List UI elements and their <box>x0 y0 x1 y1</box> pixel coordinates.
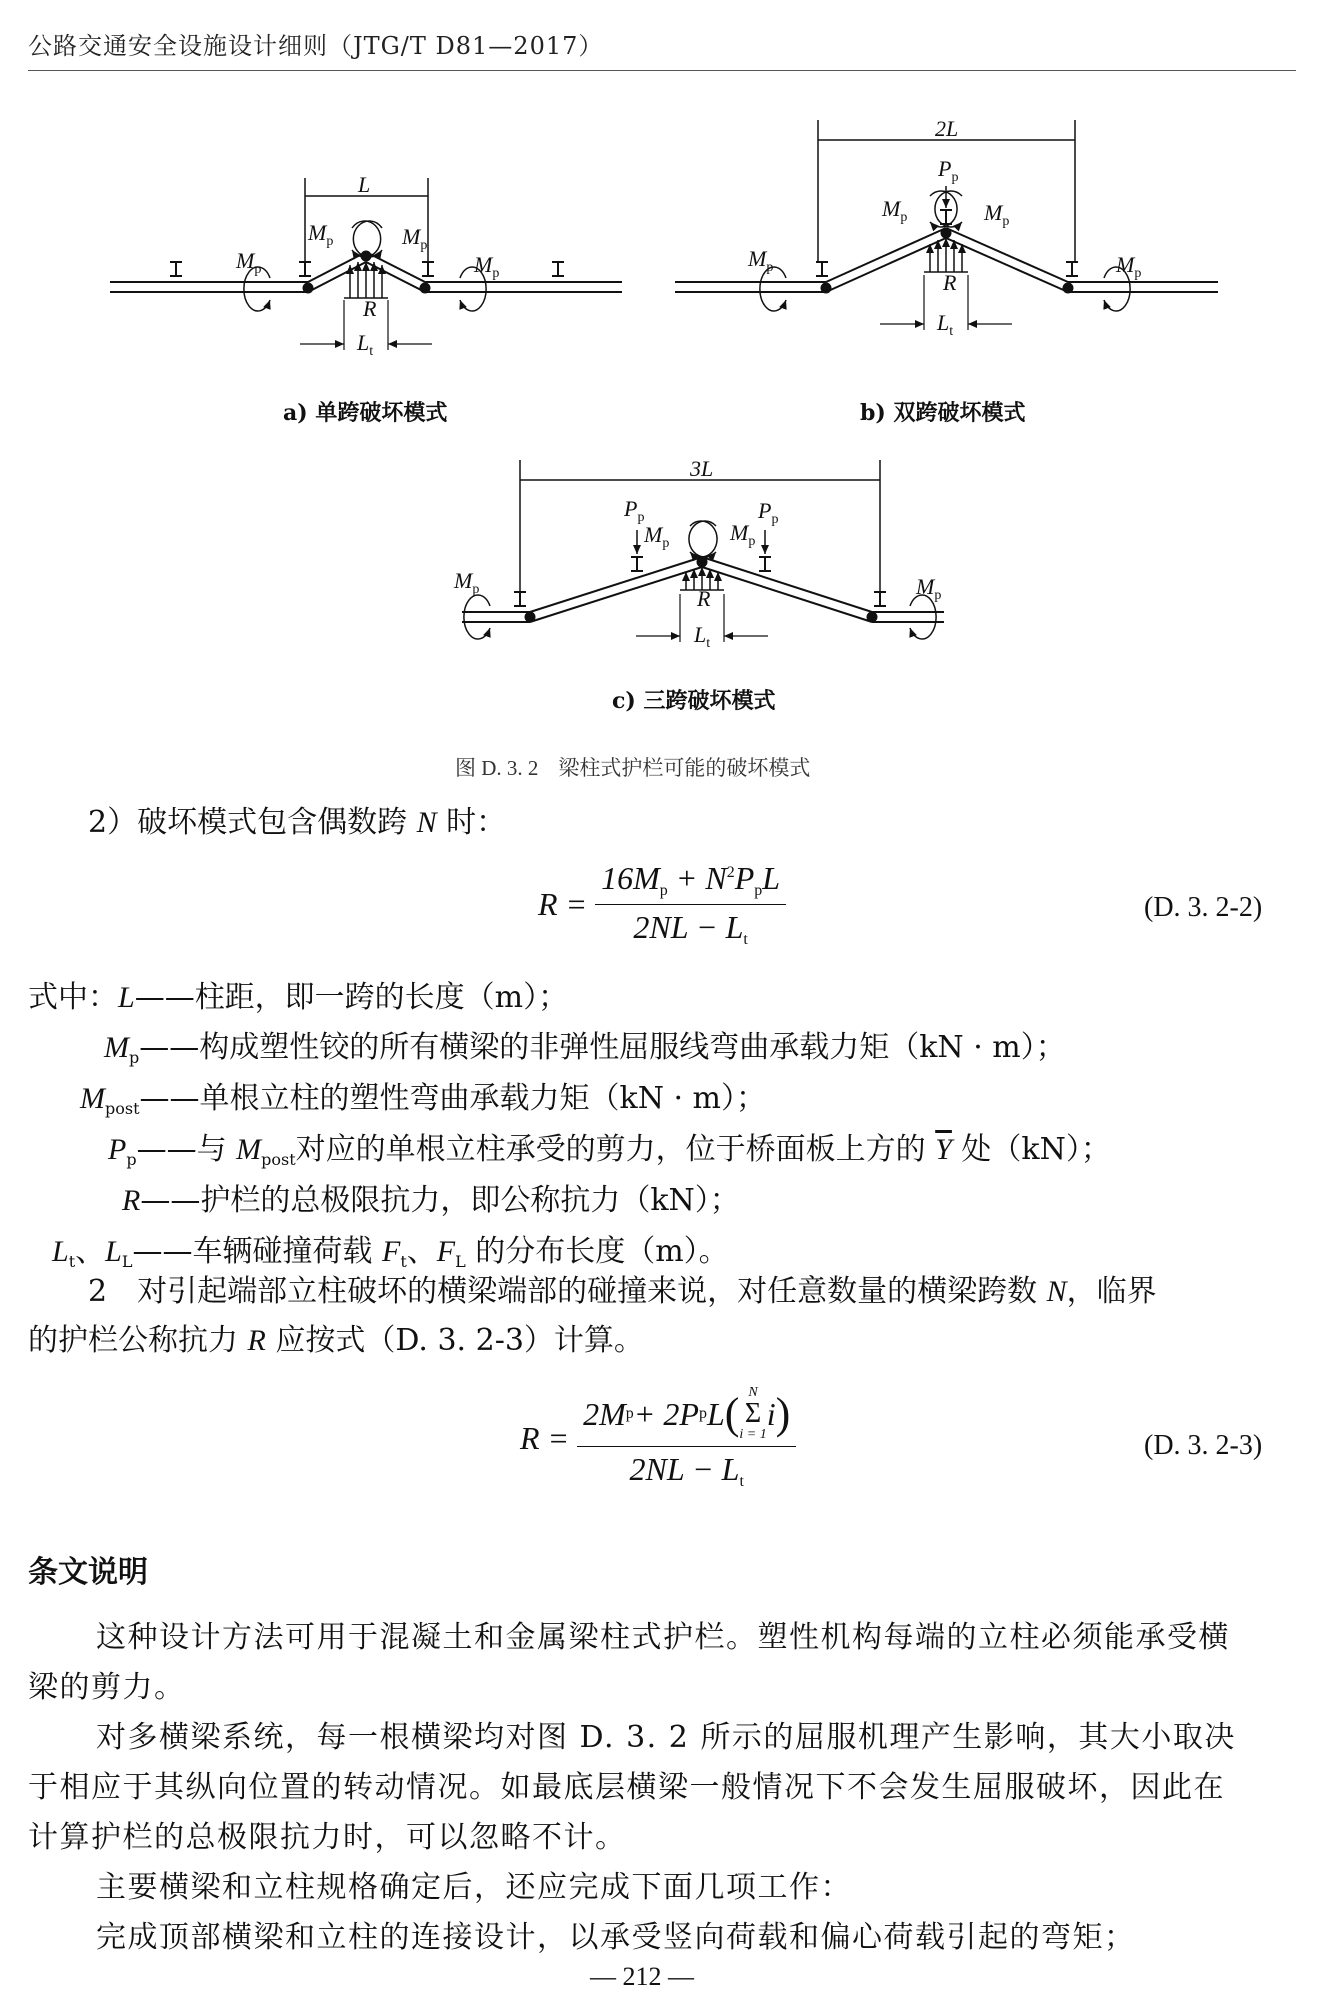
diagram-c-moment-right: $M_p$ <box>916 574 942 603</box>
diagram-c <box>462 460 944 642</box>
diagram-c-moment-top-left: $M_p$ <box>644 522 670 551</box>
clause2-line1: 2 对引起端部立柱破坏的横梁端部的碰撞来说，对任意数量的横梁跨数 N，临界 <box>88 1274 1157 1309</box>
commentary-para3: 主要横梁和立柱规格确定后，还应完成下面几项工作： <box>96 1870 852 1905</box>
definition-R: R——护栏的总极限抗力，即公称抗力（kN）； <box>122 1183 740 1218</box>
definition-Mp: $M_p——$构成塑性铰的所有横梁的非弹性屈服线弯曲承载力矩（kN · m）； <box>104 1030 1066 1067</box>
diagram-c-moment-left: $M_p$ <box>454 568 480 597</box>
diagram-c-reaction: R <box>697 586 711 611</box>
diagram-a-moment-left: $M_p$ <box>236 248 262 277</box>
diagram-a-moment-top-right: $M_p$ <box>402 224 428 253</box>
diagram-b <box>675 120 1218 330</box>
equation-d323-number: (D. 3. 2-3) <box>1144 1430 1263 1461</box>
equation-d322: R = $\frac{16M_p + N^2P_pL}{2NL - L_t}$ <box>538 860 786 949</box>
diagram-b-moment-right: $M_p$ <box>1116 252 1142 281</box>
diagram-b-moment-top-right: $M_p$ <box>984 200 1010 229</box>
commentary-para4: 完成顶部横梁和立柱的连接设计，以承受竖向荷载和偏心荷载引起的弯矩； <box>96 1920 1136 1955</box>
diagram-b-labels <box>747 116 1141 339</box>
diagram-b-caption: b) 双跨破坏模式 <box>860 400 1026 426</box>
commentary-para2-line2: 于相应于其纵向位置的转动情况。如最底层横梁一般情况下不会发生屈服破坏，因此在 <box>28 1770 1225 1805</box>
diagram-b-width: $L_t$ <box>937 310 954 339</box>
diagram-c-width: $L_t$ <box>694 622 711 651</box>
commentary-para1-line1: 这种设计方法可用于混凝土和金属梁柱式护栏。塑性机构每端的立柱必须能承受横 <box>96 1620 1230 1655</box>
clause2-line2: 的护栏公称抗力 R 应按式（D. 3. 2-3）计算。 <box>28 1323 644 1358</box>
diagram-c-load-right: $P_p$ <box>758 498 779 527</box>
diagram-a-width: $L_t$ <box>357 330 374 359</box>
diagram-a-moment-right: $M_p$ <box>474 252 500 281</box>
diagram-b-span-label: 2L <box>935 116 959 141</box>
diagram-a-labels <box>235 172 499 359</box>
diagram-b-reaction: R <box>943 270 957 295</box>
equation-d323: R = 2M p + 2P p L ( N Σ i = 1 i ) $2NL - L_t$ <box>520 1386 796 1491</box>
diagram-a-reaction: R <box>363 296 377 321</box>
commentary-para2-line1: 对多横梁系统，每一根横梁均对图 D. 3. 2 所示的屈服机理产生影响，其大小取决 <box>96 1720 1236 1755</box>
equation-d322-number: (D. 3. 2-2) <box>1144 892 1263 923</box>
diagram-b-moment-left: $M_p$ <box>748 246 774 275</box>
figure-caption: 图 D. 3. 2 梁柱式护栏可能的破坏模式 <box>455 756 811 780</box>
diagram-a <box>110 178 622 350</box>
figure-d32 <box>0 100 1324 800</box>
definition-L: 式中：L——柱距，即一跨的长度（m）； <box>28 980 569 1015</box>
page-number: — 212 — <box>590 1962 694 1991</box>
diagram-b-moment-top-left: $M_p$ <box>882 196 908 225</box>
definition-Pp: $P_p——$与 $M_{post}$对应的单根立柱承受的剪力，位于桥面板上方的 $\overline{Y}$ 处（kN）； <box>108 1132 1111 1169</box>
definition-Mpost: $M_{post}——$单根立柱的塑性弯曲承载力矩（kN · m）； <box>80 1081 766 1118</box>
diagram-b-load: $P_p$ <box>938 156 959 185</box>
diagram-a-caption: a) 单跨破坏模式 <box>283 400 448 426</box>
diagram-c-moment-top-right: $M_p$ <box>730 520 756 549</box>
definition-Lt-LL: $L_t$、$L_L——$车辆碰撞荷载 $F_t$、$F_L$ 的分布长度（m）。 <box>52 1234 729 1271</box>
commentary-para2-line3: 计算护栏的总极限抗力时，可以忽略不计。 <box>28 1820 627 1855</box>
header-rule <box>28 70 1296 71</box>
diagram-c-caption: c) 三跨破坏模式 <box>612 688 776 714</box>
running-header: 公路交通安全设施设计细则（JTG/T D81—2017） <box>28 32 604 60</box>
commentary-para1-line2: 梁的剪力。 <box>28 1670 186 1705</box>
diagram-c-load-left: $P_p$ <box>624 496 645 525</box>
commentary-title: 条文说明 <box>28 1555 148 1590</box>
diagram-a-moment-top-left: $M_p$ <box>308 220 334 249</box>
diagram-a-span-label: L <box>358 172 371 197</box>
diagram-c-span-label: 3L <box>690 456 714 481</box>
item2-intro: 2）破坏模式包含偶数跨 N 时： <box>88 805 507 840</box>
